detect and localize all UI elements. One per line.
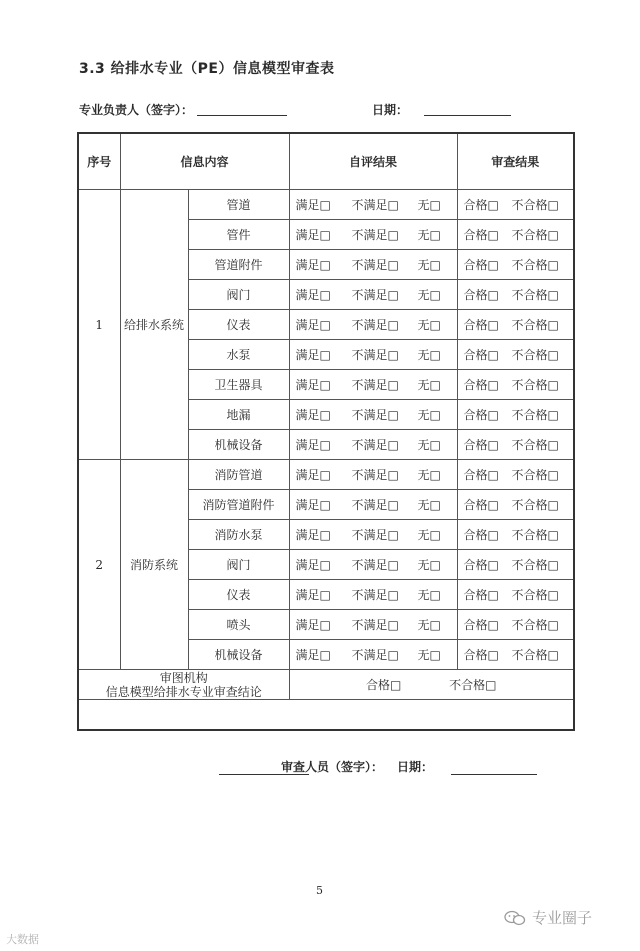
pass-checkbox[interactable]: 合格□ (463, 618, 499, 632)
not-satisfied-checkbox[interactable]: 不满足□ (351, 528, 399, 542)
satisfied-checkbox[interactable]: 满足□ (295, 558, 331, 572)
reviewer-sign-row (112, 760, 552, 778)
self-eval-cell (289, 550, 457, 580)
satisfied-checkbox[interactable]: 满足□ (295, 288, 331, 302)
none-checkbox[interactable]: 无□ (417, 528, 441, 542)
info-item: 阀门 (188, 550, 289, 580)
pass-checkbox[interactable]: 合格□ (463, 468, 499, 482)
fail-checkbox[interactable]: 不合格□ (511, 468, 559, 482)
none-checkbox[interactable]: 无□ (417, 498, 441, 512)
header-seq: 序号 (78, 133, 120, 190)
leader-date-line[interactable] (424, 115, 511, 116)
info-item: 仪表 (188, 580, 289, 610)
reviewer-date-label: 日期： (397, 760, 434, 774)
info-item: 消防管道附件 (188, 490, 289, 520)
corner-mark: 大数据 (6, 933, 39, 946)
group-system: 给排水系统 (120, 190, 188, 460)
satisfied-checkbox[interactable]: 满足□ (295, 258, 331, 272)
table-body (78, 190, 574, 670)
review-cell (457, 610, 574, 640)
pass-checkbox[interactable]: 合格□ (463, 348, 499, 362)
not-satisfied-checkbox[interactable]: 不满足□ (351, 648, 399, 662)
self-eval-cell (289, 460, 457, 490)
review-cell (457, 640, 574, 670)
satisfied-checkbox[interactable]: 满足□ (295, 198, 331, 212)
leader-date-label: 日期： (372, 103, 409, 117)
self-eval-cell (289, 580, 457, 610)
self-eval-cell (289, 640, 457, 670)
self-eval-cell (289, 430, 457, 460)
group-system: 消防系统 (120, 460, 188, 670)
pass-checkbox[interactable]: 合格□ (463, 228, 499, 242)
fail-checkbox[interactable]: 不合格□ (511, 318, 559, 332)
none-checkbox[interactable]: 无□ (417, 318, 441, 332)
fail-checkbox[interactable]: 不合格□ (511, 228, 559, 242)
pass-checkbox[interactable]: 合格□ (463, 438, 499, 452)
table-header-row (78, 133, 574, 190)
pass-checkbox[interactable]: 合格□ (463, 288, 499, 302)
not-satisfied-checkbox[interactable]: 不满足□ (351, 258, 399, 272)
not-satisfied-checkbox[interactable]: 不满足□ (351, 318, 399, 332)
pass-checkbox[interactable]: 合格□ (463, 408, 499, 422)
info-item: 管道 (188, 190, 289, 220)
review-cell (457, 190, 574, 220)
pass-checkbox[interactable]: 合格□ (463, 318, 499, 332)
not-satisfied-checkbox[interactable]: 不满足□ (351, 588, 399, 602)
header-review: 审查结果 (457, 133, 574, 190)
none-checkbox[interactable]: 无□ (417, 618, 441, 632)
header-info: 信息内容 (120, 133, 289, 190)
page-number: 5 (316, 884, 323, 897)
satisfied-checkbox[interactable]: 满足□ (295, 318, 331, 332)
fail-checkbox[interactable]: 不合格□ (511, 528, 559, 542)
satisfied-checkbox[interactable]: 满足□ (295, 408, 331, 422)
review-cell (457, 430, 574, 460)
not-satisfied-checkbox[interactable]: 不满足□ (351, 468, 399, 482)
review-cell (457, 520, 574, 550)
not-satisfied-checkbox[interactable]: 不满足□ (351, 288, 399, 302)
info-item: 卫生器具 (188, 370, 289, 400)
fail-checkbox[interactable]: 不合格□ (511, 198, 559, 212)
satisfied-checkbox[interactable]: 满足□ (295, 648, 331, 662)
not-satisfied-checkbox[interactable]: 不满足□ (351, 408, 399, 422)
self-eval-cell (289, 370, 457, 400)
review-cell (457, 310, 574, 340)
review-cell (457, 580, 574, 610)
conclusion-fail-checkbox[interactable]: 不合格□ (449, 677, 497, 692)
review-cell (457, 490, 574, 520)
reviewer-sign-label: 审查人员（签字）： (280, 760, 383, 774)
satisfied-checkbox[interactable]: 满足□ (295, 228, 331, 242)
review-cell (457, 370, 574, 400)
page-title: 3.3 给排水专业（PE）信息模型审查表 (79, 61, 335, 77)
review-cell (457, 460, 574, 490)
not-satisfied-checkbox[interactable]: 不满足□ (351, 438, 399, 452)
info-item: 管道附件 (188, 250, 289, 280)
info-item: 阀门 (188, 280, 289, 310)
satisfied-checkbox[interactable]: 满足□ (295, 498, 331, 512)
fail-checkbox[interactable]: 不合格□ (511, 438, 559, 452)
footer-row (78, 700, 574, 731)
self-eval-cell (289, 520, 457, 550)
none-checkbox[interactable]: 无□ (417, 408, 441, 422)
pass-checkbox[interactable]: 合格□ (463, 378, 499, 392)
satisfied-checkbox[interactable]: 满足□ (295, 438, 331, 452)
review-table (77, 132, 575, 774)
not-satisfied-checkbox[interactable]: 不满足□ (351, 558, 399, 572)
group-seq: 1 (78, 190, 120, 460)
none-checkbox[interactable]: 无□ (417, 588, 441, 602)
table-row (78, 460, 574, 490)
conclusion-row (78, 670, 574, 700)
none-checkbox[interactable]: 无□ (417, 468, 441, 482)
pass-checkbox[interactable]: 合格□ (463, 498, 499, 512)
watermark-text: 专业圈子 (532, 909, 593, 927)
self-eval-cell (289, 490, 457, 520)
self-eval-cell (289, 340, 457, 370)
satisfied-checkbox[interactable]: 满足□ (295, 348, 331, 362)
self-eval-cell (289, 190, 457, 220)
fail-checkbox[interactable]: 不合格□ (511, 378, 559, 392)
none-checkbox[interactable]: 无□ (417, 228, 441, 242)
info-item: 机械设备 (188, 640, 289, 670)
leader-sign-label: 专业负责人（签字）： (79, 103, 194, 117)
reviewer-sign-line[interactable] (219, 774, 309, 775)
fail-checkbox[interactable]: 不合格□ (511, 558, 559, 572)
group-seq: 2 (78, 460, 120, 670)
not-satisfied-checkbox[interactable]: 不满足□ (351, 498, 399, 512)
none-checkbox[interactable]: 无□ (417, 378, 441, 392)
fail-checkbox[interactable]: 不合格□ (511, 288, 559, 302)
fail-checkbox[interactable]: 不合格□ (511, 258, 559, 272)
pass-checkbox[interactable]: 合格□ (463, 648, 499, 662)
info-item: 消防水泵 (188, 520, 289, 550)
self-eval-cell (289, 280, 457, 310)
satisfied-checkbox[interactable]: 满足□ (295, 378, 331, 392)
info-item: 管件 (188, 220, 289, 250)
fail-checkbox[interactable]: 不合格□ (511, 408, 559, 422)
fail-checkbox[interactable]: 不合格□ (511, 588, 559, 602)
header-self-eval: 自评结果 (289, 133, 457, 190)
satisfied-checkbox[interactable]: 满足□ (295, 528, 331, 542)
conclusion-options (289, 670, 574, 700)
info-item: 喷头 (188, 610, 289, 640)
satisfied-checkbox[interactable]: 满足□ (295, 618, 331, 632)
fail-checkbox[interactable]: 不合格□ (511, 618, 559, 632)
watermark (504, 907, 592, 928)
none-checkbox[interactable]: 无□ (417, 198, 441, 212)
info-item: 水泵 (188, 340, 289, 370)
wechat-icon (504, 910, 526, 926)
not-satisfied-checkbox[interactable]: 不满足□ (351, 348, 399, 362)
review-cell (457, 400, 574, 430)
self-eval-cell (289, 610, 457, 640)
self-eval-cell (289, 400, 457, 430)
pass-checkbox[interactable]: 合格□ (463, 528, 499, 542)
satisfied-checkbox[interactable]: 满足□ (295, 468, 331, 482)
self-eval-cell (289, 310, 457, 340)
leader-sign-row (79, 101, 579, 119)
review-cell (457, 550, 574, 580)
none-checkbox[interactable]: 无□ (417, 558, 441, 572)
conclusion-label (78, 670, 289, 700)
none-checkbox[interactable]: 无□ (417, 348, 441, 362)
table-row (78, 190, 574, 220)
info-item: 仪表 (188, 310, 289, 340)
pass-checkbox[interactable]: 合格□ (463, 588, 499, 602)
none-checkbox[interactable]: 无□ (417, 438, 441, 452)
pass-checkbox[interactable]: 合格□ (463, 258, 499, 272)
fail-checkbox[interactable]: 不合格□ (511, 498, 559, 512)
review-cell (457, 280, 574, 310)
not-satisfied-checkbox[interactable]: 不满足□ (351, 618, 399, 632)
pass-checkbox[interactable]: 合格□ (463, 558, 499, 572)
info-item: 机械设备 (188, 430, 289, 460)
fail-checkbox[interactable]: 不合格□ (511, 648, 559, 662)
info-item: 地漏 (188, 400, 289, 430)
pass-checkbox[interactable]: 合格□ (463, 198, 499, 212)
none-checkbox[interactable]: 无□ (417, 648, 441, 662)
reviewer-date-line[interactable] (451, 774, 537, 775)
review-cell (457, 220, 574, 250)
not-satisfied-checkbox[interactable]: 不满足□ (351, 198, 399, 212)
satisfied-checkbox[interactable]: 满足□ (295, 588, 331, 602)
leader-sign-line[interactable] (197, 115, 287, 116)
info-item: 消防管道 (188, 460, 289, 490)
self-eval-cell (289, 250, 457, 280)
review-cell (457, 250, 574, 280)
self-eval-cell (289, 220, 457, 250)
footer-cell (78, 700, 574, 774)
none-checkbox[interactable]: 无□ (417, 258, 441, 272)
review-cell (457, 340, 574, 370)
conclusion-pass-checkbox[interactable]: 合格□ (366, 677, 402, 692)
none-checkbox[interactable]: 无□ (417, 288, 441, 302)
fail-checkbox[interactable]: 不合格□ (511, 348, 559, 362)
conclusion-label-line2: 信息模型给排水专业审查结论 (105, 684, 262, 699)
not-satisfied-checkbox[interactable]: 不满足□ (351, 228, 399, 242)
not-satisfied-checkbox[interactable]: 不满足□ (351, 378, 399, 392)
conclusion-label-line1: 审图机构 (159, 670, 208, 685)
